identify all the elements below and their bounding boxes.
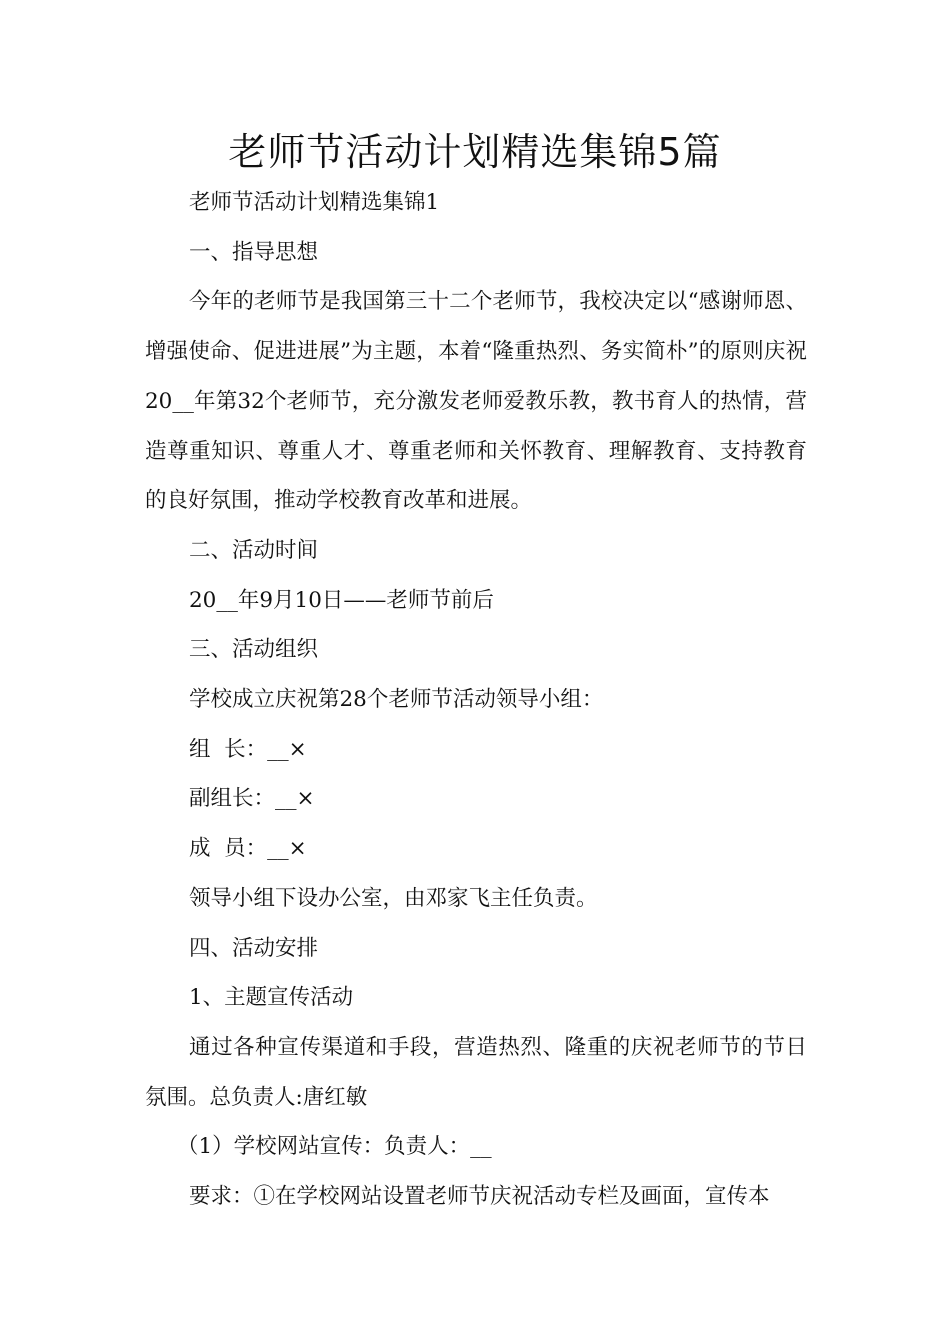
document-title: 老师节活动计划精选集锦5篇 [228, 130, 722, 174]
paragraph-requirements: 要求：①在学校网站设置老师节庆祝活动专栏及画面，宣传本 [189, 1184, 770, 1210]
paragraph-theme-promotion: 通过各种宣传渠道和手段，营造热烈、隆重的庆祝老师节的节日氛围。总负责人:唐红敏 [145, 1034, 807, 1110]
heading-activity-arrangement: 四、活动安排 [189, 935, 319, 961]
paragraph-members: 成 员：__× [189, 836, 307, 862]
heading-guiding-ideology: 一、指导思想 [189, 239, 319, 265]
heading-plan-1: 老师节活动计划精选集锦1 [189, 190, 440, 215]
heading-theme-promotion: 1、主题宣传活动 [189, 985, 354, 1011]
paragraph-group-leader: 组 长：__× [189, 736, 307, 762]
paragraph-website-promotion: （1）学校网站宣传：负责人：__ [177, 1134, 492, 1160]
heading-activity-organization: 三、活动组织 [189, 637, 319, 663]
heading-activity-time: 二、活动时间 [189, 537, 319, 563]
paragraph-deputy-leader: 副组长：__× [189, 786, 315, 812]
document-body [145, 178, 807, 1222]
paragraph-activity-time: 20__年9月10日——老师节前后 [189, 587, 494, 613]
paragraph-leadership-group: 学校成立庆祝第28个老师节活动领导小组： [189, 687, 604, 713]
paragraph-guiding-ideology: 今年的老师节是我国第三十二个老师节，我校决定以“感谢师恩、增强使命、促进进展”为主题，本着“隆重热烈、务实简朴”的原则庆祝20__年第32个老师节，充分激发老师爱教乐教，教书育人的热情，营造尊重知识、尊重人才、尊重老师和关怀教育、理解教育、支持教育的良好氛围，推动学校教育改革和进展。 [145, 289, 807, 514]
paragraph-office: 领导小组下设办公室，由邓家飞主任负责。 [189, 885, 598, 911]
